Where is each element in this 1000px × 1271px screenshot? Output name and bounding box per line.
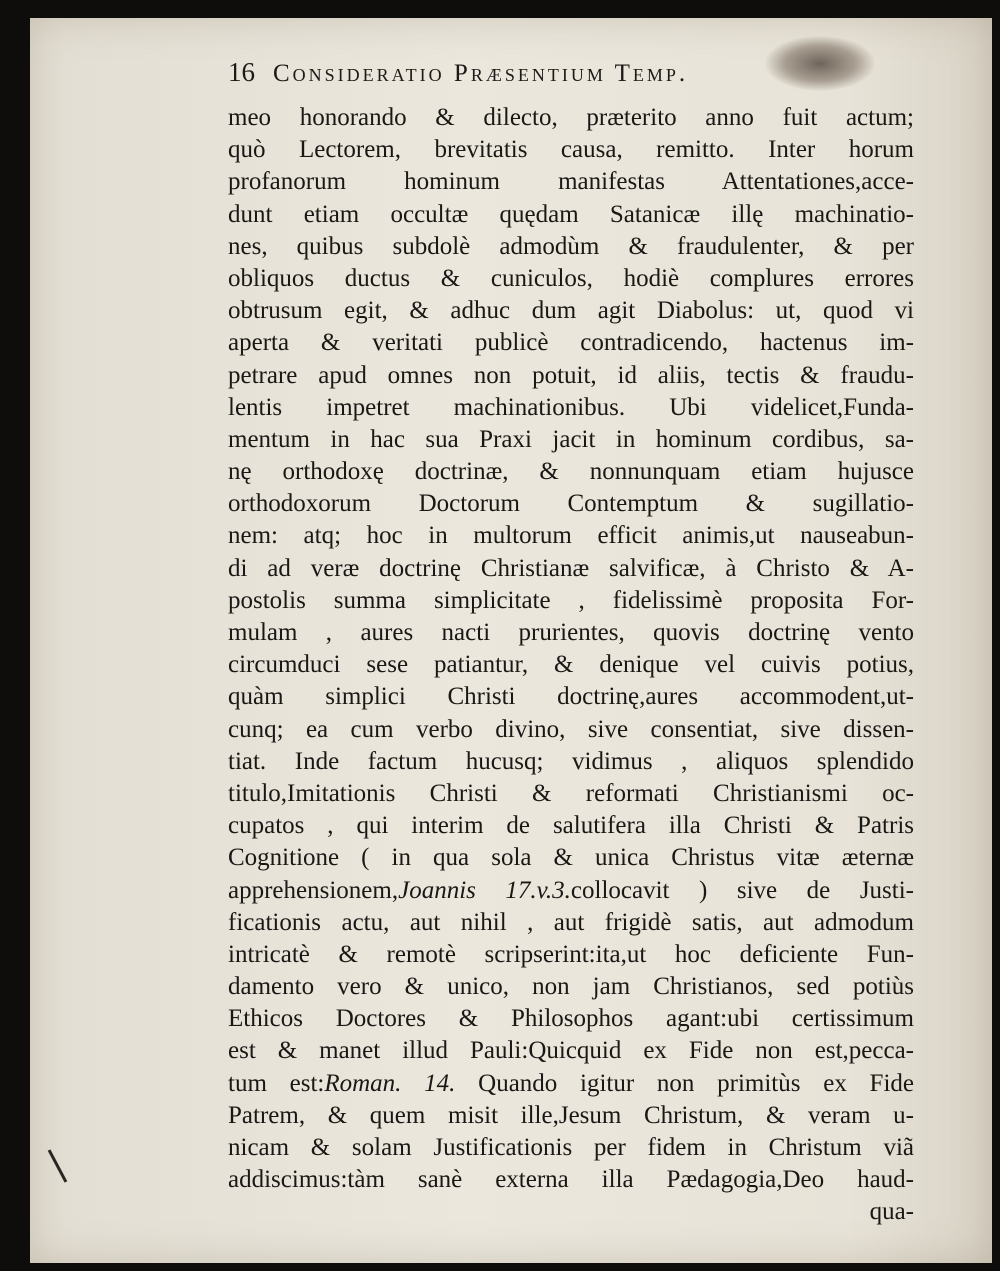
page-number: 16 — [228, 57, 255, 87]
text-segment: qua- — [869, 1198, 914, 1226]
text-segment: damento vero & unico, non jam Christianos, sed potiùs — [228, 973, 914, 1001]
text-segment: tiat. Inde factum hucusq; vidimus , aliquos splendido — [228, 747, 914, 775]
text-line — [228, 553, 914, 585]
text-line — [228, 746, 914, 778]
text-line — [228, 392, 914, 424]
body-text — [228, 102, 914, 1229]
text-line — [228, 875, 914, 907]
text-line — [228, 456, 914, 488]
text-segment: apprehensionem, — [228, 876, 399, 904]
text-line — [228, 1164, 914, 1196]
text-segment: obliquos ductus & cuniculos, hodiè complures errores — [228, 264, 914, 292]
text-segment: quàm simplici Christi doctrinę,aures accommodent,ut- — [228, 683, 914, 711]
page-header — [228, 57, 888, 95]
text-segment: nicam & solam Justificationis per fidem in Christum viã — [228, 1134, 914, 1161]
text-line — [228, 810, 914, 842]
text-line — [228, 327, 914, 359]
text-segment: Quando igitur non primitùs ex Fide — [455, 1069, 914, 1097]
text-segment: nes, quibus subdolè admodùm & fraudulenter, & per — [228, 232, 914, 260]
text-line — [228, 1003, 914, 1035]
text-segment: addiscimus:tàm sanè externa illa Pædagogia,Deo haud- — [228, 1166, 914, 1194]
text-segment: postolis summa simplicitate , fidelissimè proposita For- — [228, 586, 914, 614]
text-line — [228, 263, 914, 295]
text-segment: mulam , aures nacti prurientes, quovis doctrinę vento — [228, 619, 914, 646]
text-segment: meo honorando & dilecto, præterito anno fuit actum; — [228, 104, 914, 131]
text-segment: mentum in hac sua Praxi jacit in hominum cordibus, sa- — [228, 425, 914, 453]
text-line — [228, 166, 914, 198]
running-title: Consideratio Præsentium Temp. — [273, 60, 689, 87]
text-line — [228, 488, 914, 520]
text-line — [228, 360, 914, 392]
text-line — [228, 617, 914, 649]
text-line — [228, 1068, 914, 1100]
text-segment: ficationis actu, aut nihil , aut frigidè satis, aut admodum — [228, 908, 914, 936]
text-line — [228, 681, 914, 713]
text-segment: petrare apud omnes non potuit, id aliis, tectis & fraudu- — [228, 361, 914, 389]
text-line — [228, 649, 914, 681]
text-segment: dunt etiam occultæ quędam Satanicæ illę machinatio- — [228, 200, 914, 228]
text-segment: obtrusum egit, & adhuc dum agit Diabolus: ut, quod vi — [228, 297, 914, 325]
text-line — [228, 520, 914, 552]
text-line — [228, 971, 914, 1003]
text-segment: titulo,Imitationis Christi & reformati Christianismi oc- — [228, 779, 914, 807]
text-line — [228, 199, 914, 231]
text-segment: tum est: — [228, 1069, 325, 1097]
text-segment: cupatos , qui interim de salutifera illa Christi & Patris — [228, 812, 914, 840]
text-line — [228, 585, 914, 617]
text-line — [228, 778, 914, 810]
citation: Roman. 14. — [324, 1069, 456, 1097]
text-line — [228, 231, 914, 263]
text-segment: nem: atq; hoc in multorum efficit animis,ut nauseabun- — [228, 522, 914, 550]
text-line — [228, 939, 914, 971]
text-segment: est & manet illud Pauli:Quicquid ex Fide non est,pecca- — [228, 1037, 914, 1065]
text-line — [228, 1035, 914, 1067]
text-line — [228, 1100, 914, 1132]
text-segment: lentis impetret machinationibus. Ubi videlicet,Funda- — [228, 393, 914, 421]
text-segment: intricatè & remotè scripserint:ita,ut hoc deficiente Fun- — [228, 940, 914, 968]
text-segment: nę orthodoxę doctrinæ, & nonnunquam etiam hujusce — [228, 458, 914, 486]
text-segment: quò Lectorem, brevitatis causa, remitto. Inter horum — [228, 136, 914, 164]
text-segment: aperta & veritati publicè contradicendo, hactenus im- — [228, 329, 914, 357]
text-line — [228, 295, 914, 327]
text-line — [228, 102, 914, 134]
text-segment: cunq; ea cum verbo divino, sive consentiat, sive dissen- — [228, 715, 914, 743]
text-line — [228, 714, 914, 746]
text-line — [228, 842, 914, 874]
text-line — [228, 1132, 914, 1164]
text-line — [228, 424, 914, 456]
text-segment: di ad veræ doctrinę Christianæ salvificæ, à Christo & A- — [228, 554, 914, 582]
text-segment: Cognitione ( in qua sola & unica Christus vitæ æternæ — [228, 844, 914, 872]
text-segment: collocavit ) sive de Justi- — [570, 876, 914, 904]
citation: Joannis 17.v.3. — [398, 876, 571, 904]
text-segment: circumduci sese patiantur, & denique vel cuivis potius, — [228, 651, 914, 679]
text-segment: profanorum hominum manifestas Attentationes,acce- — [228, 168, 914, 196]
text-line — [228, 907, 914, 939]
text-line — [228, 1196, 914, 1228]
text-segment: Ethicos Doctores & Philosophos agant:ubi certissimum — [228, 1005, 914, 1033]
text-line — [228, 134, 914, 166]
text-segment: orthodoxorum Doctorum Contemptum & sugillatio- — [228, 490, 914, 518]
text-segment: Patrem, & quem misit ille,Jesum Christum, & veram u- — [228, 1101, 914, 1129]
